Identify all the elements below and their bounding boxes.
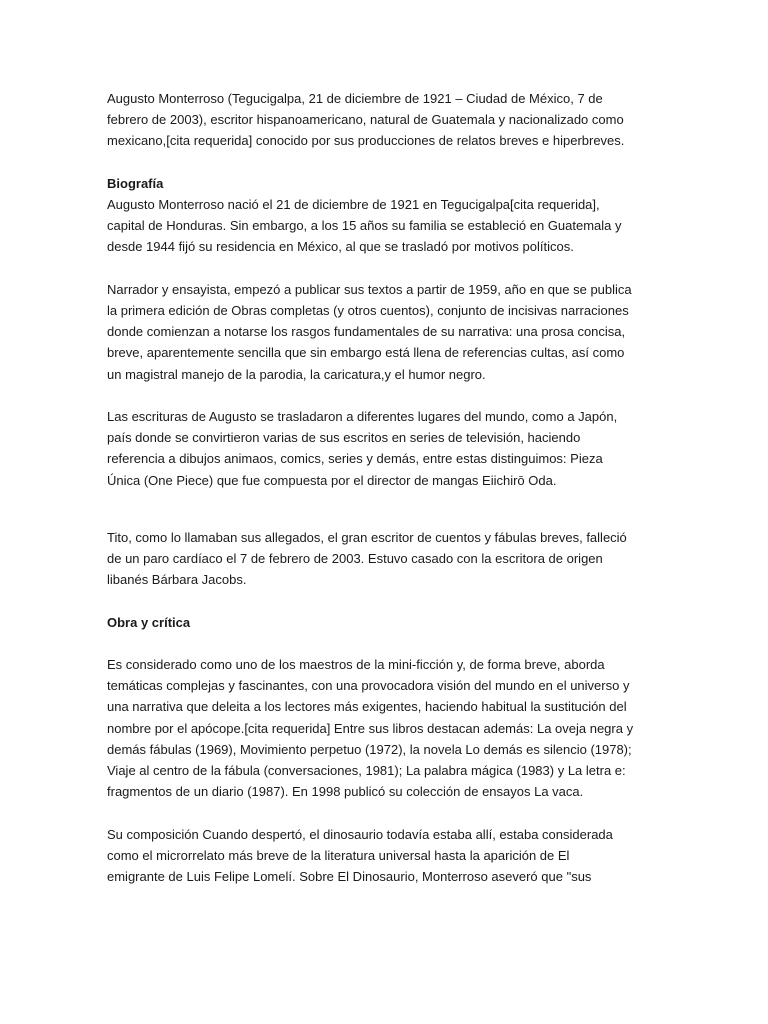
- heading-obra-y-critica: Obra y crítica: [107, 614, 191, 630]
- biografia-paragraph-2: Narrador y ensayista, empezó a publicar sus textos a partir de 1959, año en que se publica la primera edición de Obras completas (y otros cuentos), conjunto de incisivas narraciones donde comienzan a notarse los rasgos fundamentales de su narrativa: una prosa concisa, breve, aparentemente sencilla que sin embargo está llena de referencias cultas, así como un magistral manejo de la parodia, la caricatura,y el humor negro.: [107, 281, 632, 382]
- biografia-paragraph-4: Tito, como lo llamaban sus allegados, el gran escritor de cuentos y fábulas breves, falleció de un paro cardíaco el 7 de febrero de 2003. Estuvo casado con la escritora de origen libanés Bárbara Jacobs.: [107, 529, 627, 588]
- spacer: [107, 258, 667, 279]
- document-page: [107, 88, 667, 887]
- biografia-paragraph-3: Las escrituras de Augusto se trasladaron a diferentes lugares del mundo, como a Japón, país donde se convirtieron varias de sus escritos en series de televisión, haciendo referencia a dibujos animaos, comics, series y demás, entre estas distinguimos: Pieza Única (One Piece) que fue compuesta por el director de mangas Eiichirō Oda.: [107, 409, 618, 488]
- spacer: [107, 802, 667, 823]
- biografia-paragraph-1: Augusto Monterroso nació el 21 de diciembre de 1921 en Tegucigalpa[cita requerida], capital de Honduras. Sin embargo, a los 15 años su familia se estableció en Guatemala y desde 1944 fijó su residencia en México, al que se trasladó por motivos políticos.: [107, 197, 622, 255]
- intro-paragraph: Augusto Monterroso (Tegucigalpa, 21 de diciembre de 1921 – Ciudad de México, 7 de febrero de 2003), escritor hispanoamericano, natural de Guatemala y nacionalizado como mexicano,[cita requerida] conocido por sus producciones de relatos breves e hiperbreves.: [107, 91, 625, 149]
- spacer: [107, 491, 667, 527]
- obra-paragraph-1: Es considerado como uno de los maestros de la mini-ficción y, de forma breve, aborda temáticas complejas y fascinantes, con una provocadora visión del mundo en el universo y una narrativa que deleita a los lectores más exigentes, haciendo habitual la sustitución del nombre por el apócope.[cita requerida] Entre sus libros destacan además: La oveja negra y demás fábulas (1969), Movimiento perpetuo (1972), la novela Lo demás es silencio (1978); Viaje al centro de la fábula (conversaciones, 1981); La palabra mágica (1983) y La letra e: fragmentos de un diario (1987). En 1998 publicó su colección de ensayos La vaca.: [107, 657, 634, 800]
- spacer: [107, 633, 667, 654]
- heading-biografia: Biografía: [107, 175, 164, 191]
- spacer: [107, 590, 667, 611]
- spacer: [107, 385, 667, 406]
- spacer: [107, 152, 667, 173]
- obra-paragraph-2: Su composición Cuando despertó, el dinosaurio todavía estaba allí, estaba considerada como el microrrelato más breve de la literatura universal hasta la aparición de El emigrante de Luis Felipe Lomelí. Sobre El Dinosaurio, Monterroso aseveró que "sus: [107, 826, 613, 885]
